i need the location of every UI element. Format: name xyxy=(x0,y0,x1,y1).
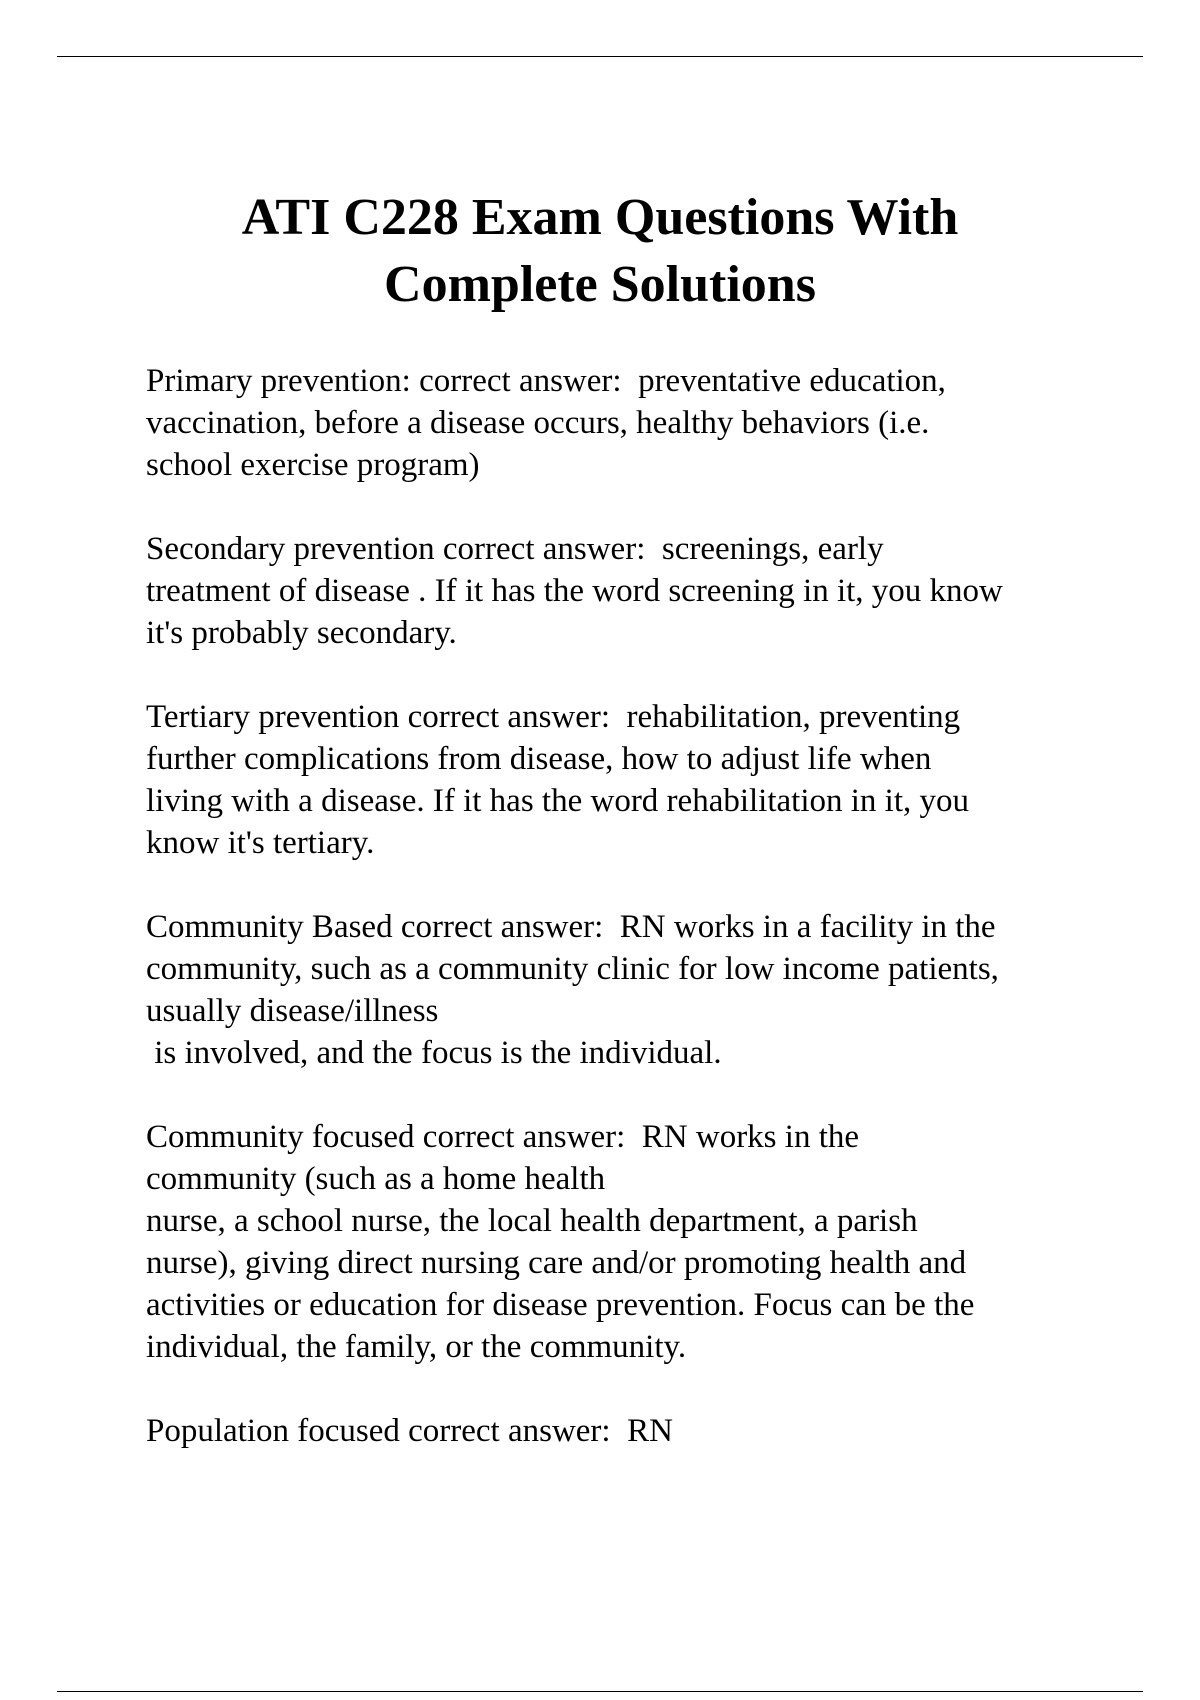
text-line: nurse), giving direct nursing care and/or promoting health and xyxy=(146,1245,967,1281)
text-line: activities or education for disease prevention. Focus can be the xyxy=(146,1287,975,1323)
text-line: is involved, and the focus is the individual. xyxy=(146,1035,722,1071)
text-line: Community Based correct answer: RN works in a facility in the xyxy=(146,909,996,945)
qa-entry-community-based xyxy=(146,906,1106,1074)
qa-entry-secondary-prevention xyxy=(146,528,1106,654)
text-line: Population focused correct answer: RN xyxy=(146,1413,673,1449)
text-line: nurse, a school nurse, the local health department, a parish xyxy=(146,1203,918,1239)
text-line: treatment of disease . If it has the word screening in it, you know xyxy=(146,573,1003,609)
text-line: it's probably secondary. xyxy=(146,615,457,651)
text-line: community (such as a home health xyxy=(146,1161,606,1197)
title-line: Complete Solutions xyxy=(384,256,816,313)
text-line: know it's tertiary. xyxy=(146,825,375,861)
text-line: school exercise program) xyxy=(146,447,480,483)
text-line: living with a disease. If it has the word rehabilitation in it, you xyxy=(146,783,970,819)
qa-entry-community-focused xyxy=(146,1116,1106,1368)
qa-entry-primary-prevention xyxy=(146,360,1106,486)
text-line: community, such as a community clinic for low income patients, xyxy=(146,951,999,987)
title-line: ATI C228 Exam Questions With xyxy=(241,189,959,246)
text-line: vaccination, before a disease occurs, healthy behaviors (i.e. xyxy=(146,405,930,441)
text-line: Secondary prevention correct answer: screenings, early xyxy=(146,531,884,567)
qa-entry-population-focused xyxy=(146,1410,1106,1452)
page-title xyxy=(120,184,1080,318)
document-body xyxy=(146,360,1106,1494)
text-line: Primary prevention: correct answer: preventative education, xyxy=(146,363,946,399)
text-line: individual, the family, or the community. xyxy=(146,1329,687,1365)
qa-entry-tertiary-prevention xyxy=(146,696,1106,864)
text-line: usually disease/illness xyxy=(146,993,439,1029)
bottom-rule xyxy=(57,1691,1143,1692)
text-line: Community focused correct answer: RN works in the xyxy=(146,1119,860,1155)
top-rule xyxy=(57,56,1143,57)
text-line: Tertiary prevention correct answer: rehabilitation, preventing xyxy=(146,699,961,735)
text-line: further complications from disease, how to adjust life when xyxy=(146,741,932,777)
